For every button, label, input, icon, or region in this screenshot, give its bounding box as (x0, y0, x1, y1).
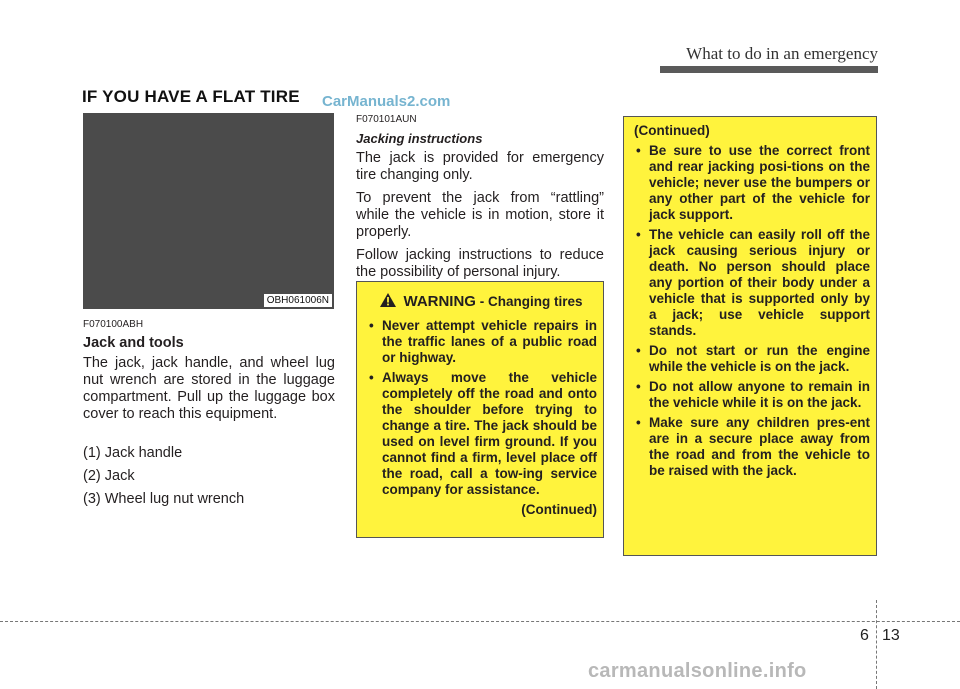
warning-header (365, 292, 597, 312)
page-number: 13 (882, 627, 900, 644)
warning-item: • Do not allow anyone to remain in the vehicle while it is on the jack. (632, 379, 870, 411)
jacking-paragraph: To prevent the jack from “rattling” while the vehicle is in motion, store it properly. (356, 190, 604, 240)
continued-list (632, 143, 870, 479)
section-code: F070100ABH (83, 319, 144, 330)
header-title: What to do in an emergency (686, 44, 878, 63)
footer-divider (0, 621, 960, 622)
photo-code: OBH061006N (264, 294, 332, 307)
section-code: F070101AUN (356, 114, 417, 125)
warning-label: WARNING (403, 293, 476, 310)
chapter-number: 6 (860, 627, 869, 644)
jacking-heading: Jacking instructions (356, 131, 483, 146)
continued-warning-box (623, 116, 877, 556)
header-bar (660, 66, 878, 73)
list-item: (3) Wheel lug nut wrench (83, 491, 245, 507)
watermark-bottom[interactable]: carmanualsonline.info (588, 660, 807, 682)
warning-item: • The vehicle can easily roll off the jack causing serious injury or death. No person should place any portion of their body under a vehicle that is supported only by a jack; use vehicle support stands. (632, 227, 870, 339)
continued-label: (Continued) (521, 502, 597, 517)
jack-tools-heading: Jack and tools (83, 335, 184, 351)
left-column (83, 316, 335, 514)
list-item: (2) Jack (83, 468, 135, 484)
equipment-photo (83, 113, 334, 309)
warning-triangle-icon (379, 292, 397, 312)
jack-tools-paragraph: The jack, jack handle, and wheel lug nut wrench are stored in the luggage compartment. Pull up the luggage box cover to reach this equipment. (83, 355, 335, 422)
jacking-paragraph: The jack is provided for emergency tire changing only. (356, 150, 604, 183)
warning-box (356, 281, 604, 538)
list-item: (1) Jack handle (83, 445, 183, 461)
warning-item: • Make sure any children pres-ent are in a secure place away from the road and from the vehicle to be raised with the jack. (632, 415, 870, 479)
footer-vertical-divider (876, 600, 877, 689)
watermark-top[interactable]: CarManuals2.com (322, 93, 451, 110)
warning-item: • Be sure to use the correct front and rear jacking posi-tions on the vehicle; never use the bumpers or any other part of the vehicle for jack support. (632, 143, 870, 223)
section-title: IF YOU HAVE A FLAT TIRE (82, 87, 300, 106)
jacking-paragraph: Follow jacking instructions to reduce the possibility of personal injury. (356, 247, 604, 280)
warning-subtitle: - Changing tires (475, 294, 583, 309)
warning-item: • Always move the vehicle completely off the road and onto the shoulder before trying to change a tire. The jack should be used on level firm ground. If you cannot find a firm, level place off the road, call a tow-ing service company for assistance. (365, 370, 597, 498)
continued-label: (Continued) (634, 123, 710, 138)
middle-column (356, 111, 604, 287)
warning-item: • Never attempt vehicle repairs in the traffic lanes of a public road or highway. (365, 318, 597, 366)
warning-list (365, 318, 597, 498)
warning-item: • Do not start or run the engine while the vehicle is on the jack. (632, 343, 870, 375)
